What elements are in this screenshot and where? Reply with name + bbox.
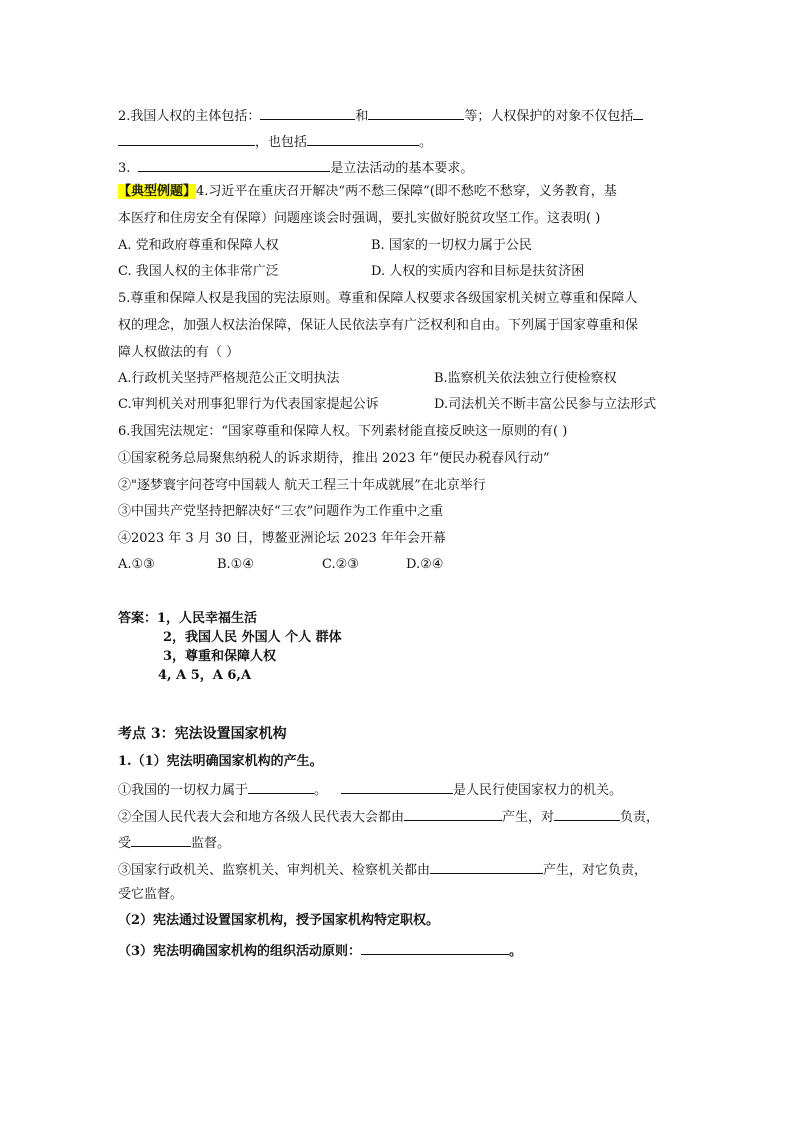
- q6-item-3: ③中国共产党坚持把解决好“三农”问题作为工作重中之重: [118, 504, 444, 519]
- q5-option-a[interactable]: A.行政机关坚持严格规范公正文明执法: [118, 371, 340, 386]
- kp3-b-line2: 受 监督。: [118, 836, 231, 851]
- kp3-blank-a2[interactable]: [341, 781, 453, 794]
- q4-line2: 本医疗和住房安全有保障）问题座谈会时强调，要扎实做好脱贫攻坚工作。这表明( ): [118, 211, 601, 226]
- q2-blank-4[interactable]: [307, 133, 419, 146]
- q3-blank[interactable]: [138, 159, 330, 172]
- q6-option-c[interactable]: C.②③: [322, 557, 359, 572]
- kp3-blank-b1[interactable]: [404, 808, 502, 821]
- q5-line1: 5.尊重和保障人权是我国的宪法原则。尊重和保障人权要求各级国家机关树立尊重和保障人: [118, 291, 638, 306]
- q5-line2: 权的理念，加强人权法治保障，保证人民依法享有广泛权利和自由。下列属于国家尊重和保: [118, 318, 639, 333]
- q5-option-b[interactable]: B.监察机关依法独立行使检察权: [434, 371, 617, 386]
- kp3-blank-a1[interactable]: [248, 781, 314, 794]
- q3-line: 3. 是立法活动的基本要求。: [118, 161, 474, 176]
- q6-item-1: ①国家税务总局聚焦纳税人的诉求期待，推出 2023 年“便民办税春风行动”: [118, 451, 550, 466]
- q6-option-a[interactable]: A.①③: [118, 557, 155, 572]
- answers-line1: 答案：1，人民幸福生活: [118, 611, 258, 626]
- answers-line3: 3，尊重和保障人权: [163, 649, 277, 664]
- kp3-blank-s3[interactable]: [361, 942, 509, 955]
- q5-option-c[interactable]: C.审判机关对刑事犯罪行为代表国家提起公诉: [118, 397, 379, 412]
- q2-blank-3-cont[interactable]: [118, 133, 255, 146]
- kp3-blank-c1[interactable]: [430, 861, 543, 874]
- kp3-s2: （2）宪法通过设置国家机构，授予国家机构特定职权。: [118, 913, 440, 928]
- kp3-blank-b3[interactable]: [131, 834, 191, 847]
- q2-blank-1[interactable]: [260, 107, 355, 120]
- q6-item-2: ②"逐梦寰宇问苍穹中国载人 航天工程三十年成就展”在北京举行: [118, 478, 486, 493]
- q6-item-4: ④2023 年 3 月 30 日，博鳌亚洲论坛 2023 年年会开幕: [118, 531, 446, 546]
- q4-option-d[interactable]: D. 人权的实质内容和目标是扶贫济困: [371, 264, 585, 279]
- kp3-title: 考点 3：宪法设置国家机构: [118, 726, 287, 742]
- q2-stem: 2.我国人权的主体包括：: [118, 109, 261, 124]
- kp3-c-line1: ③国家行政机关、监察机关、审判机关、检察机关都由 产生，对它负责，: [118, 863, 648, 878]
- q2-blank-2[interactable]: [368, 107, 464, 120]
- q6-line1: 6.我国宪法规定：“国家尊重和保障人权。下列素材能直接反映这一原则的有( ): [118, 424, 568, 439]
- q4-option-b[interactable]: B. 国家的一切权力属于公民: [371, 238, 532, 253]
- answers-line2: 2，我国人民 外国人 个人 群体: [163, 630, 342, 645]
- kp3-c-line2: 受它监督。: [118, 887, 184, 902]
- q5-line3: 障人权做法的有（ ）: [118, 345, 240, 360]
- answers-line4: 4, A 5，A 6,A: [158, 668, 252, 683]
- kp3-s1: 1.（1）宪法明确国家机构的产生。: [118, 754, 323, 769]
- kp3-s3-line: （3）宪法明确国家机构的组织活动原则： 。: [118, 944, 523, 959]
- q2-line1: 2.我国人权的主体包括： 和 等；人权保护的对象不仅包括: [118, 107, 643, 123]
- kp3-blank-b2[interactable]: [554, 808, 620, 821]
- kp3-b-line1: ②全国人民代表大会和地方各级人民代表大会都由 产生，对 负责，: [118, 810, 660, 825]
- q2-line2: ，也包括 。: [118, 133, 432, 149]
- kp3-a-line: ①我国的一切权力属于 。 是人民行使国家权力的机关。: [118, 783, 623, 798]
- q4-option-a[interactable]: A. 党和政府尊重和保障人权: [118, 238, 279, 253]
- q2-blank-3[interactable]: [633, 107, 643, 120]
- q5-option-d[interactable]: D.司法机关不断丰富公民参与立法形式: [434, 397, 657, 412]
- q4-line1: 【典型例题】4.习近平在重庆召开解决“两不愁三保障”(即不愁吃不愁穿，义务教育，基: [118, 184, 617, 199]
- q6-option-d[interactable]: D.②④: [406, 557, 444, 572]
- q4-option-c[interactable]: C. 我国人权的主体非常广泛: [118, 264, 279, 279]
- q6-option-b[interactable]: B.①④: [217, 557, 254, 572]
- example-tag: 【典型例题】: [118, 184, 197, 199]
